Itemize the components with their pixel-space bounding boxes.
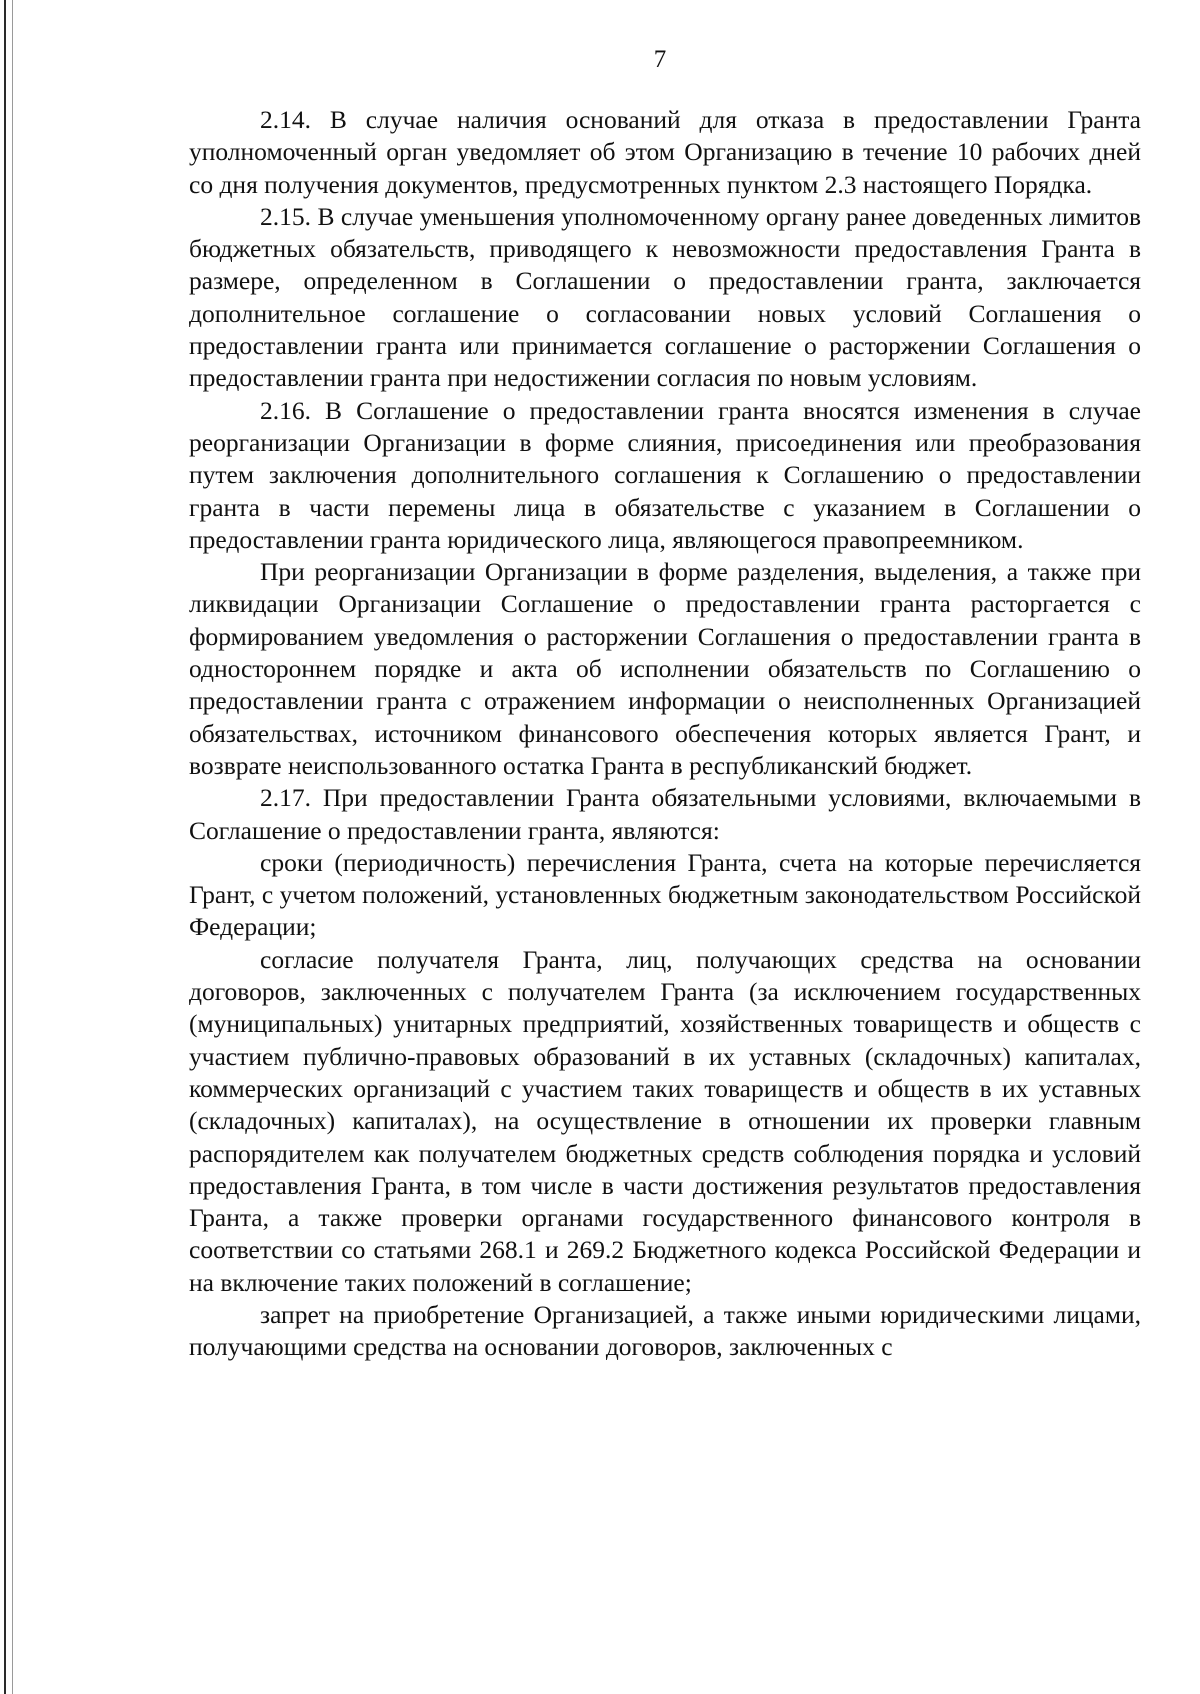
- paragraph-prohibition: запрет на приобретение Организацией, а также иными юридическими лицами, получающими средства на основании договоров, заключенных с: [189, 1299, 1141, 1362]
- paragraph-reorganization: При реорганизации Организации в форме разделения, выделения, а также при ликвидации Организации Соглашение о предоставлении гранта расторгается с формированием уведомления о расторжении Соглашения о предоставлении гранта в одностороннем порядке и акта об исполнении обязательств по Соглашению о предоставлении гранта с отражением информации о неисполненных Организацией обязательствах, источником финансового обеспечения которых является Грант, и возврате неиспользованного остатка Гранта в республиканский бюджет.: [189, 557, 1141, 780]
- paragraph-2-15: 2.15. В случае уменьшения уполномоченному органу ранее доведенных лимитов бюджетных обязательств, приводящего к невозможности предоставления Гранта в размере, определенном в Соглашении о предоставлении гранта, заключается дополнительное соглашение о согласовании новых условий Соглашения о предоставлении гранта или принимается соглашение о расторжении Соглашения о предоставлении гранта при недостижении согласия по новым условиям.: [189, 201, 1141, 393]
- paragraph-2-16: 2.16. В Соглашение о предоставлении гранта вносятся изменения в случае реорганизации Организации в форме слияния, присоединения или преобразования путем заключения дополнительного соглашения к Соглашению о предоставлении гранта в части перемены лица в обязательстве с указанием в Соглашении о предоставлении гранта юридического лица, являющегося правопреемником.: [189, 395, 1141, 554]
- scan-border-line-secondary: [12, 0, 13, 1694]
- document-body: [189, 104, 1141, 1364]
- paragraph-terms-transfer: сроки (периодичность) перечисления Гранта, счета на которые перечисляется Грант, с учетом положений, установленных бюджетным законодательством Российской Федерации;: [189, 847, 1141, 942]
- paragraph-consent-audit: согласие получателя Гранта, лиц, получающих средства на основании договоров, заключенных с получателем Гранта (за исключением государственных (муниципальных) унитарных предприятий, хозяйственных товариществ и обществ с участием публично-правовых образований в их уставных (складочных) капиталах, коммерческих организаций с участием таких товариществ и обществ в их уставных (складочных) капиталах), на осуществление в отношении их проверки главным распорядителем как получателем бюджетных средств соблюдения порядка и условий предоставления Гранта, в том числе в части достижения результатов предоставления Гранта, а также проверки органами государственного финансового контроля в соответствии со статьями 268.1 и 269.2 Бюджетного кодекса Российской Федерации и на включение таких положений в соглашение;: [189, 944, 1141, 1297]
- paragraph-2-17: 2.17. При предоставлении Гранта обязательными условиями, включаемыми в Соглашение о предоставлении гранта, являются:: [189, 783, 1141, 845]
- scan-border-line: [4, 0, 6, 1694]
- paragraph-2-14: 2.14. В случае наличия оснований для отказа в предоставлении Гранта уполномоченный орган уведомляет об этом Организацию в течение 10 рабочих дней со дня получения документов, предусмотренных пунктом 2.3 настоящего Порядка.: [189, 105, 1141, 199]
- page-number: 7: [653, 46, 667, 73]
